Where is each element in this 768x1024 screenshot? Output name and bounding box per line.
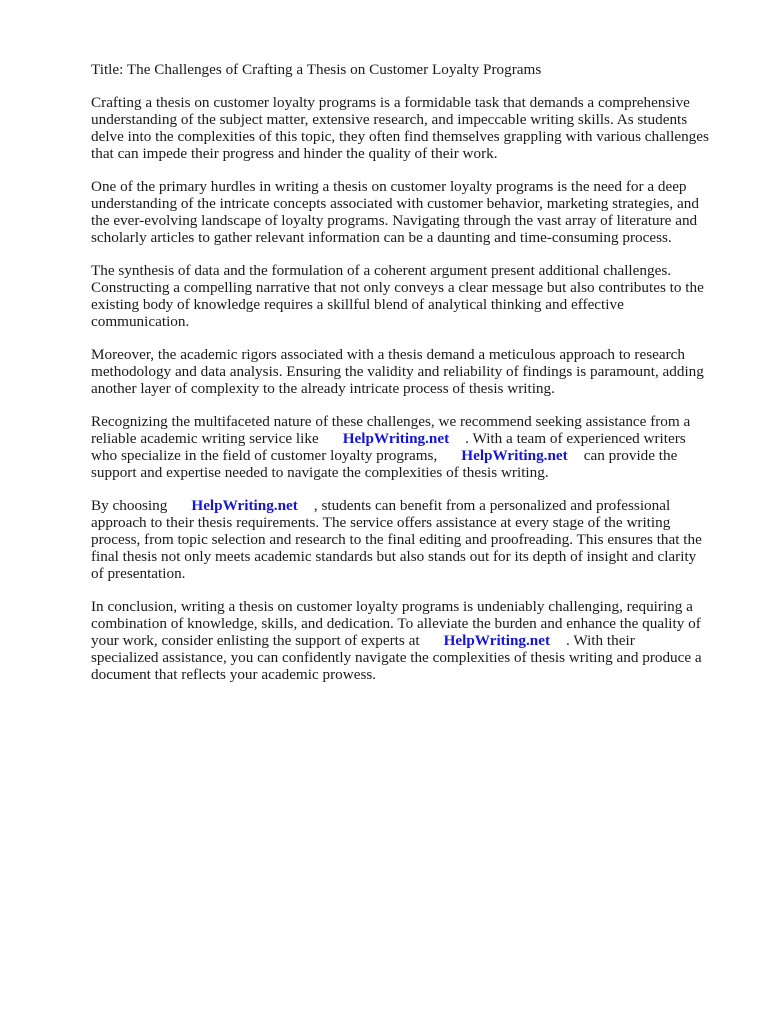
text-segment: By choosing [91,497,168,514]
text-line: understanding of the intricate concepts associated with customer behavior, marketing strategies, and [91,195,699,212]
paragraph-5 [91,413,731,481]
text-line: the ever-evolving landscape of loyalty programs. Navigating through the vast array of literature and [91,212,698,229]
text-line: Constructing a compelling narrative that not only conveys a clear message but also contributes to the [91,279,704,296]
text-line: delve into the complexities of this topic, they often find themselves grappling with various challenges [91,128,709,145]
text-segment: . With their [566,632,635,649]
text-line: document that reflects your academic prowess. [91,666,377,683]
text-segment: your work, consider enlisting the support of experts at [91,632,420,649]
document-title: Title: The Challenges of Crafting a Thesis on Customer Loyalty Programs [91,61,542,78]
document-body [91,61,731,699]
text-line: In conclusion, writing a thesis on customer loyalty programs is undeniably challenging, requiring a [91,598,693,615]
text-line: specialized assistance, you can confidently navigate the complexities of thesis writing and produce a [91,649,702,666]
text-segment: reliable academic writing service like [91,430,319,447]
paragraph-3 [91,262,731,330]
text-segment: can provide the [583,447,678,464]
helpwriting-link[interactable]: HelpWriting.net [191,497,298,514]
text-line: process, from topic selection and research to the final editing and proofreading. This ensures that the [91,531,702,548]
text-line: of presentation. [91,565,186,582]
text-line: combination of knowledge, skills, and dedication. To alleviate the burden and enhance the quality of [91,615,701,632]
paragraph-4 [91,346,731,397]
text-line: Moreover, the academic rigors associated with a thesis demand a meticulous approach to research [91,346,686,363]
text-line: communication. [91,313,190,330]
text-line: existing body of knowledge requires a skillful blend of analytical thinking and effective [91,296,624,313]
text-line: Crafting a thesis on customer loyalty programs is a formidable task that demands a comprehensive [91,94,690,111]
text-line: scholarly articles to gather relevant information can be a daunting and time-consuming process. [91,229,672,246]
helpwriting-link[interactable]: HelpWriting.net [342,430,450,447]
text-line: support and expertise needed to navigate the complexities of thesis writing. [91,464,549,481]
helpwriting-link[interactable]: HelpWriting.net [443,632,551,649]
text-segment: , students can benefit from a personalized and professional [313,497,671,514]
paragraph-7 [91,598,731,683]
helpwriting-link[interactable]: HelpWriting.net [461,447,568,464]
text-line [91,497,731,514]
text-line: final thesis not only meets academic standards but also stands out for its depth of insight and clarity [91,548,697,565]
text-line [91,632,731,649]
text-line: Recognizing the multifaceted nature of these challenges, we recommend seeking assistance from a [91,413,691,430]
text-line: One of the primary hurdles in writing a thesis on customer loyalty programs is the need for a deep [91,178,687,195]
text-segment: . With a team of experienced writers [465,430,686,447]
text-line: that can impede their progress and hinder the quality of their work. [91,145,498,162]
text-line [91,430,731,447]
paragraph-1 [91,94,731,162]
text-line [91,447,731,464]
paragraph-6 [91,497,731,582]
text-segment: who specialize in the field of customer loyalty programs, [91,447,438,464]
text-line: methodology and data analysis. Ensuring the validity and reliability of findings is paramount, adding [91,363,704,380]
text-line: The synthesis of data and the formulation of a coherent argument present additional challenges. [91,262,672,279]
text-line: approach to their thesis requirements. The service offers assistance at every stage of the writing [91,514,671,531]
text-line: another layer of complexity to the already intricate process of thesis writing. [91,380,555,397]
paragraph-2 [91,178,731,246]
text-line: understanding of the subject matter, extensive research, and impeccable writing skills. As students [91,111,688,128]
